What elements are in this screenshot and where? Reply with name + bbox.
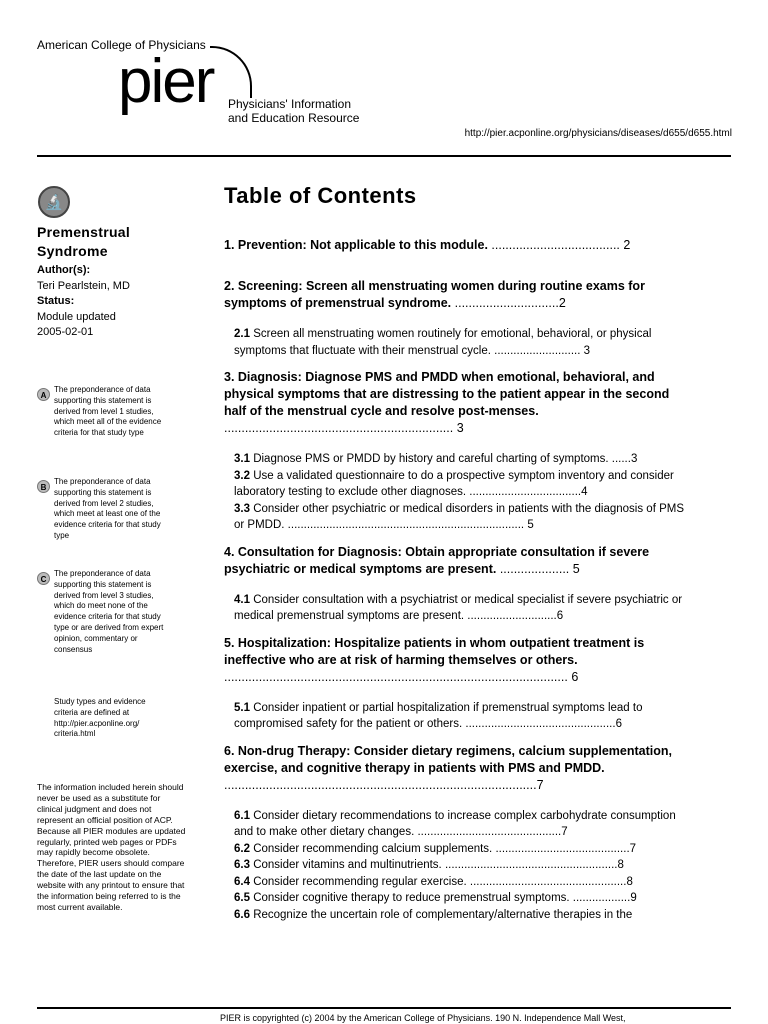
toc-entry[interactable]: 6. Non-drug Therapy: Consider dietary regimens, calcium supplementation, exercise, and cognitive therapy in patients with PMS and PMDD. ..........................................................................................7 xyxy=(224,743,673,792)
toc-subentry[interactable]: 4.1 Consider consultation with a psychiatrist or medical specialist if severe psychiatric or medical premenstrual symptoms are present. ............................6 xyxy=(234,593,683,622)
org-name: American College of Physicians xyxy=(37,38,206,52)
tagline-line-1: Physicians' Information xyxy=(228,97,352,111)
grade-badge: B xyxy=(37,480,50,493)
evidence-grade-c xyxy=(37,569,166,655)
toc-entry[interactable]: 5. Hospitalization: Hospitalize patients in whom outpatient treatment is ineffective who are at risk of harming themselves or others. ................................................................................................... 6 xyxy=(224,635,645,684)
topic-line-2: Syndrome xyxy=(37,243,108,259)
toc-subentry[interactable]: 6.4 Consider recommending regular exercise. .................................................8 xyxy=(234,875,633,888)
header-divider xyxy=(37,155,731,157)
toc-subentry[interactable]: 6.2 Consider recommending calcium supplements. ..........................................7 xyxy=(234,842,637,855)
toc-subentry[interactable]: 6.6 Recognize the uncertain role of complementary/alternative therapies in the xyxy=(234,908,633,921)
toc-entry[interactable]: 3. Diagnosis: Diagnose PMS and PMDD when emotional, behavioral, and physical symptoms that are distressing to the patient appear in the second half of the menstrual cycle and resolve post-menses. .................................................................. 3 xyxy=(224,370,670,435)
status-label: Status: xyxy=(37,295,75,307)
toc-entry[interactable]: 2. Screening: Screen all menstruating women during routine exams for symptoms of premenstrual syndrome. ..............................2 xyxy=(224,279,645,310)
grade-description: The preponderance of data supporting this statement is derived from level 1 studies, which meet all of the evidence criteria for that study type xyxy=(54,385,162,438)
toc-subentry[interactable]: 2.1 Screen all menstruating women routinely for emotional, behavioral, or physical symptoms that fluctuate with their menstrual cycle. ........................... 3 xyxy=(234,328,652,357)
grade-description: The preponderance of data supporting this statement is derived from level 2 studies, which meet at least one of the evidence criteria for that study type xyxy=(54,477,161,540)
toc-subentry[interactable]: 6.3 Consider vitamins and multinutrients. ......................................................8 xyxy=(234,859,624,871)
copyright-footer: PIER is copyrighted (c) 2004 by the American College of Physicians. 190 N. Independence Mall West, xyxy=(220,1013,626,1023)
tagline xyxy=(228,97,359,125)
toc-subentry[interactable]: 3.2 Use a validated questionnaire to do a prospective symptom inventory and consider laboratory testing to exclude other diagnoses. ...................................4 xyxy=(234,469,674,498)
toc-title: Table of Contents xyxy=(224,183,417,208)
disclaimer: The information included herein should never be used as a substitute for clinical judgment and does not represent an official position of ACP. Because all PIER modules are updated regularly, printed web pages or PDFs may rapidly become obsolete. Therefore, PIER users should compare the date of the last update on the website with any printout to ensure that the information being referred to is the most current available. xyxy=(37,782,186,912)
toc-subentry[interactable]: 6.1 Consider dietary recommendations to increase complex carbohydrate consumption and to make other dietary changes. .............................................7 xyxy=(234,809,676,838)
module-url[interactable]: http://pier.acponline.org/physicians/diseases/d655/d655.html xyxy=(464,128,732,139)
toc-subentry[interactable]: 5.1 Consider inpatient or partial hospitalization if premenstrual symptoms lead to compromised safety for the patient or others. ...............................................6 xyxy=(234,701,643,730)
status-value: Module updated xyxy=(37,310,116,323)
table-of-contents xyxy=(224,183,688,923)
microscope-icon: 🔬 xyxy=(38,186,70,218)
update-date: 2005-02-01 xyxy=(37,326,94,338)
toc-subentry[interactable]: 6.5 Consider cognitive therapy to reduce premenstrual symptoms. ..................9 xyxy=(234,892,637,904)
tagline-line-2: and Education Resource xyxy=(228,111,360,125)
grade-badge: C xyxy=(37,572,50,585)
authors-label: Author(s): xyxy=(37,264,91,276)
footer-divider xyxy=(37,1007,731,1009)
toc-subentry[interactable]: 3.1 Diagnose PMS or PMDD by history and careful charting of symptoms. ......3 xyxy=(234,453,638,465)
module-meta xyxy=(37,263,130,341)
evidence-grade-b xyxy=(37,477,166,542)
author-name: Teri Pearlstein, MD xyxy=(37,279,130,292)
evidence-note: Study types and evidence criteria are defined at http://pier.acponline.org/ criteria.html xyxy=(54,697,146,739)
grade-description: The preponderance of data supporting this statement is derived from level 3 studies, which do meet none of the evidence criteria for that study type or are derived from expert opinion, commentary or consensus xyxy=(54,569,164,654)
topic-line-1: Premenstrual xyxy=(37,224,131,240)
grade-badge: A xyxy=(37,388,50,401)
logo-text: pier xyxy=(118,47,214,116)
topic-title xyxy=(37,223,130,261)
toc-subentry[interactable]: 3.3 Consider other psychiatric or medical disorders in patients with the diagnosis of PMS or PMDD. .......................................................................... 5 xyxy=(234,502,685,531)
toc-entry[interactable]: 1. Prevention: Not applicable to this module. ..................................... 2 xyxy=(224,238,631,252)
evidence-grade-a xyxy=(37,385,166,439)
toc-entry[interactable]: 4. Consultation for Diagnosis: Obtain appropriate consultation if severe psychiatric or medical symptoms are present. .................... 5 xyxy=(224,544,650,576)
